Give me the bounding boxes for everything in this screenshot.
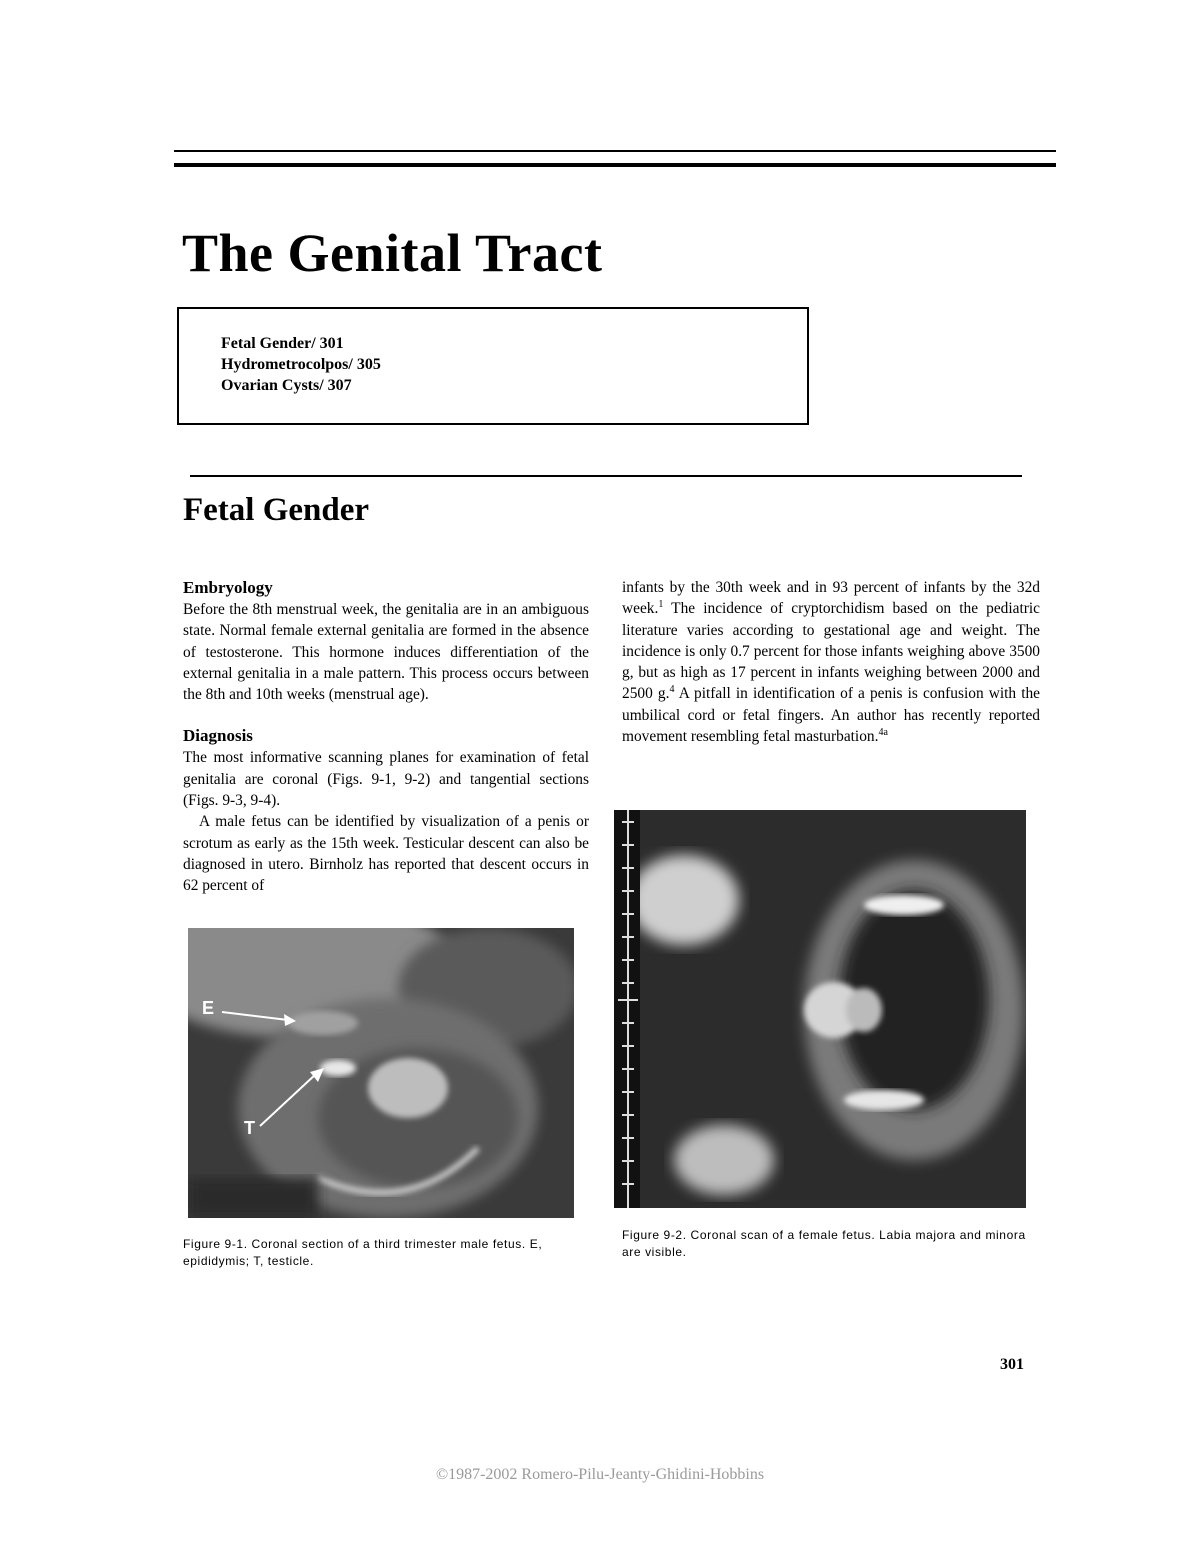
diagnosis-paragraph-2: A male fetus can be identified by visualization of a penis or scrotum as early as the 15th week. Testicular descent can also be diagnosed in utero. Birnholz has reported that descent occurs in 62 percent of	[183, 813, 589, 895]
figure-9-1-ultrasound	[188, 928, 574, 1218]
contents-item-ovarian-cysts[interactable]: Ovarian Cysts/ 307	[221, 377, 352, 394]
left-column	[183, 577, 589, 897]
embryology-heading: Embryology	[183, 578, 273, 597]
label-testicle: T	[244, 1118, 255, 1138]
ultrasound-image-2	[614, 810, 1026, 1208]
section-title: Fetal Gender	[183, 492, 370, 528]
diagnosis-paragraph-1: The most informative scanning planes for examination of fetal genitalia are coronal (Figs. 9-1, 9-2) and tangential sections (Figs. 9-3, 9-4).	[183, 749, 589, 810]
right-column	[622, 577, 1040, 747]
top-rule-thin	[174, 150, 1056, 152]
continued-text-2: The incidence of cryptorchidism based on the pediatric literature varies according to gestational age and weight. The incidence is only 0.7 percent for those infants weighing above 3500 g, but as high as 17 percent in infants weighing between 2000 and 2500 g.	[622, 600, 1040, 703]
contents-box	[177, 307, 809, 425]
label-epididymis: E	[202, 998, 215, 1018]
continued-paragraph	[622, 577, 1040, 747]
figure-9-2-caption: Figure 9-2. Coronal scan of a female fetus. Labia majora and minora are visible.	[622, 1228, 1026, 1259]
contents-item-fetal-gender[interactable]: Fetal Gender/ 301	[221, 335, 344, 352]
ultrasound-image	[188, 928, 574, 1218]
continued-text-1: infants by the 30th week and in 93 percent of infants by the 32d week.	[622, 579, 1040, 618]
page-number: 301	[1000, 1356, 1024, 1373]
reference-1: 1	[658, 599, 664, 611]
embryology-paragraph: Before the 8th menstrual week, the genitalia are in an ambiguous state. Normal female external genitalia are formed in the absence of testosterone. This hormone induces differentiation of the external genitalia in a male pattern. This process occurs between the 8th and 10th weeks (menstrual age).	[183, 601, 589, 704]
section-rule	[190, 475, 1022, 477]
contents-item-hydrometrocolpos[interactable]: Hydrometrocolpos/ 305	[221, 356, 381, 373]
reference-3: 4a	[878, 726, 888, 738]
diagnosis-heading: Diagnosis	[183, 726, 253, 746]
top-rule-thick	[174, 163, 1056, 167]
copyright-footer: ©1987-2002 Romero-Pilu-Jeanty-Ghidini-Hobbins	[435, 1466, 765, 1483]
contents-list	[221, 333, 381, 396]
figure-9-2-ultrasound	[614, 810, 1026, 1208]
figure-9-1-caption: Figure 9-1. Coronal section of a third trimester male fetus. E, epididymis; T, testicle.	[183, 1237, 543, 1268]
reference-2: 4	[669, 684, 675, 696]
chapter-title: The Genital Tract	[182, 223, 603, 283]
continued-text-3: A pitfall in identification of a penis is confusion with the umbilical cord or fetal fingers. An author has recently reported movement resembling fetal masturbation.	[622, 685, 1041, 746]
